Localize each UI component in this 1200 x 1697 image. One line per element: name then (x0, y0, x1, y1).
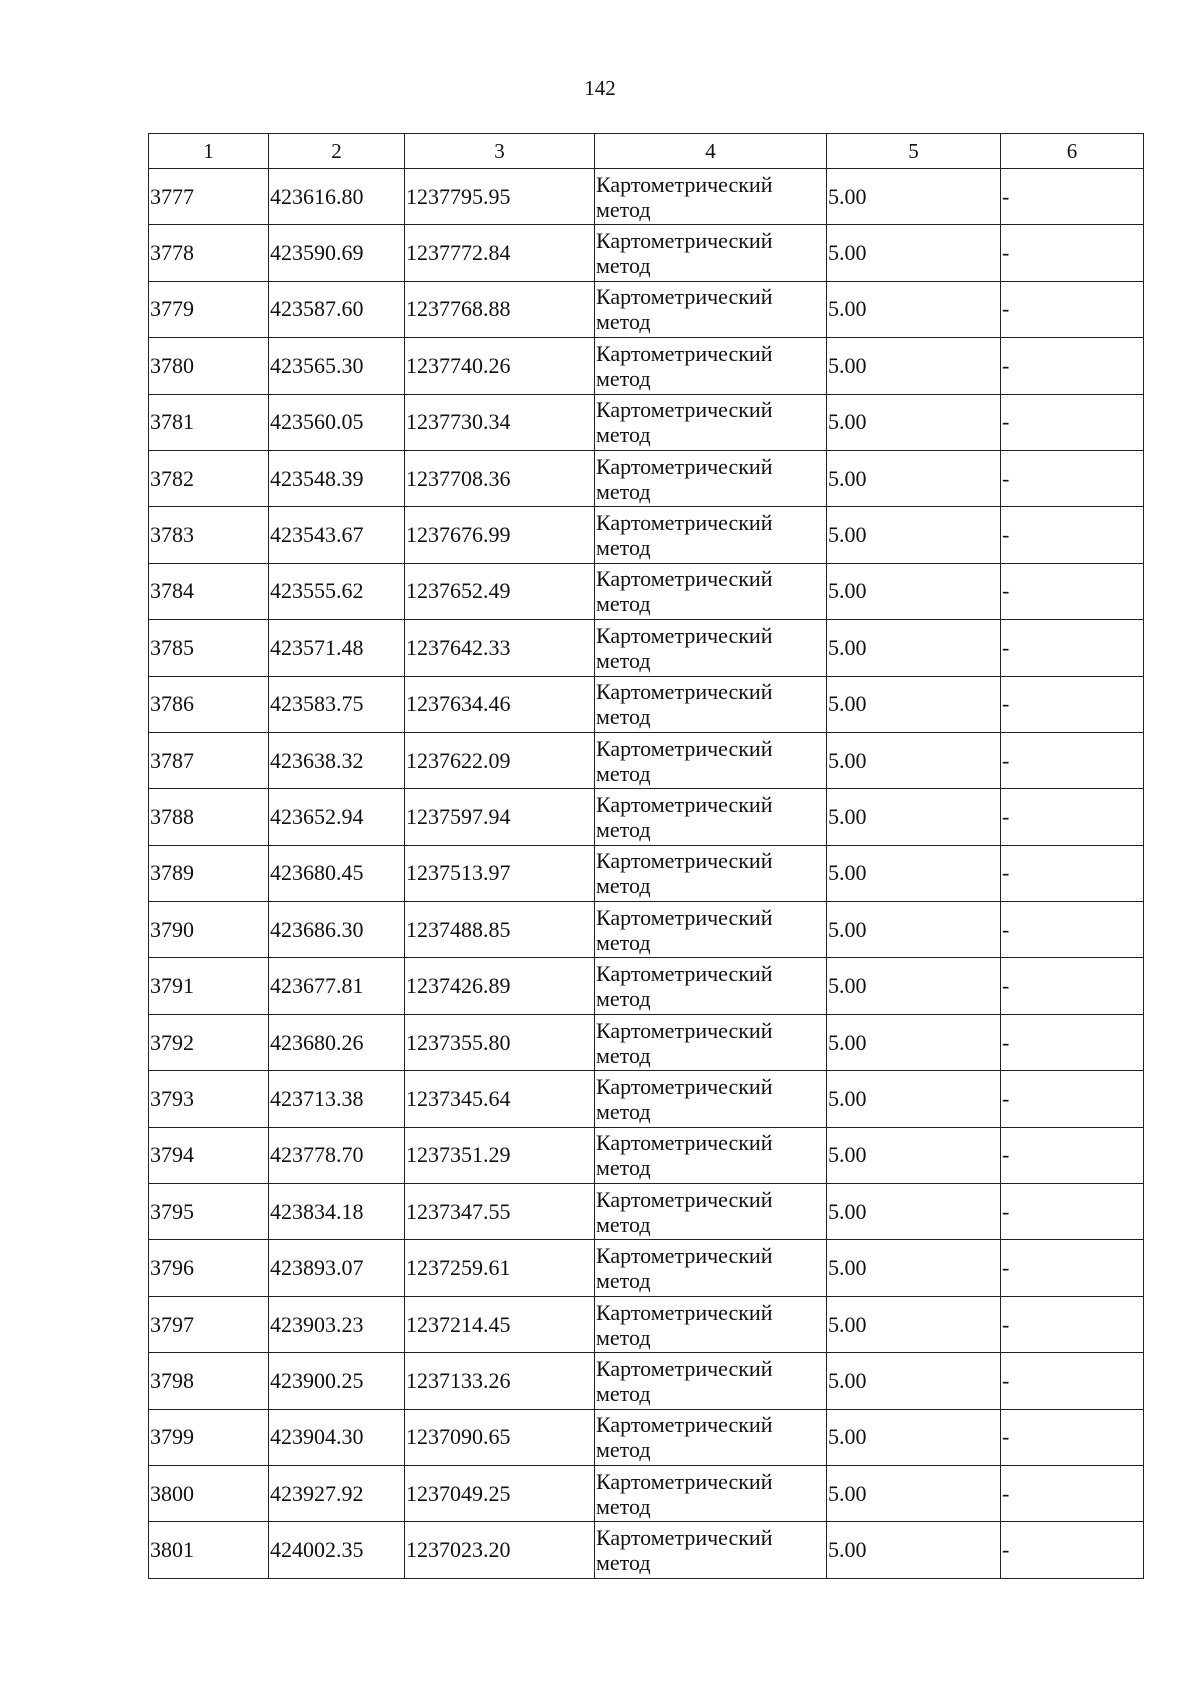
x-coordinate-cell: 423713.38 (269, 1071, 405, 1127)
method-text-line2: метод (596, 591, 651, 617)
method-text-line1: Картометрический (596, 1017, 773, 1043)
method-text-line1: Картометрический (596, 510, 773, 536)
column-header-3: 3 (405, 134, 595, 169)
accuracy-cell: 5.00 (827, 1296, 1001, 1352)
method-cell (595, 1465, 827, 1521)
note-cell: - (1001, 1296, 1144, 1352)
note-cell: - (1001, 563, 1144, 619)
table-row (149, 1296, 1144, 1352)
point-number-cell: 3784 (149, 563, 269, 619)
method-text-line2: метод (596, 873, 651, 899)
table-row (149, 1409, 1144, 1465)
x-coordinate-cell: 424002.35 (269, 1522, 405, 1578)
method-cell (595, 450, 827, 506)
point-number-cell: 3777 (149, 169, 269, 225)
accuracy-cell: 5.00 (827, 394, 1001, 450)
table-row (149, 225, 1144, 281)
note-cell: - (1001, 958, 1144, 1014)
method-text-line2: метод (596, 1155, 651, 1181)
page-number: 142 (584, 76, 616, 100)
point-number-cell: 3791 (149, 958, 269, 1014)
note-cell: - (1001, 732, 1144, 788)
method-text-line1: Картометрический (596, 1468, 773, 1494)
note-cell: - (1001, 845, 1144, 901)
method-text-line2: метод (596, 647, 651, 673)
x-coordinate-cell: 423543.67 (269, 507, 405, 563)
method-cell (595, 958, 827, 1014)
method-text-line2: метод (596, 1380, 651, 1406)
accuracy-cell: 5.00 (827, 1240, 1001, 1296)
table-row (149, 507, 1144, 563)
point-number-cell: 3800 (149, 1465, 269, 1521)
method-text-line2: метод (596, 1268, 651, 1294)
accuracy-cell: 5.00 (827, 169, 1001, 225)
point-number-cell: 3788 (149, 789, 269, 845)
method-text-line1: Картометрический (596, 1243, 773, 1269)
method-cell (595, 620, 827, 676)
method-cell (595, 1240, 827, 1296)
x-coordinate-cell: 423927.92 (269, 1465, 405, 1521)
method-cell (595, 281, 827, 337)
note-cell: - (1001, 1240, 1144, 1296)
table-row (149, 1240, 1144, 1296)
accuracy-cell: 5.00 (827, 845, 1001, 901)
method-cell (595, 169, 827, 225)
note-cell: - (1001, 1353, 1144, 1409)
x-coordinate-cell: 423638.32 (269, 732, 405, 788)
column-header-4: 4 (595, 134, 827, 169)
method-cell (595, 1353, 827, 1409)
method-text-line2: метод (596, 365, 651, 391)
method-text-line2: метод (596, 535, 651, 561)
method-text-line1: Картометрический (596, 1130, 773, 1156)
x-coordinate-cell: 423900.25 (269, 1353, 405, 1409)
method-cell (595, 1522, 827, 1578)
x-coordinate-cell: 423590.69 (269, 225, 405, 281)
table-row (149, 958, 1144, 1014)
y-coordinate-cell: 1237740.26 (405, 338, 595, 394)
point-number-cell: 3789 (149, 845, 269, 901)
method-text-line2: метод (596, 704, 651, 730)
method-cell (595, 394, 827, 450)
note-cell: - (1001, 169, 1144, 225)
x-coordinate-cell: 423560.05 (269, 394, 405, 450)
method-text-line1: Картометрический (596, 848, 773, 874)
y-coordinate-cell: 1237259.61 (405, 1240, 595, 1296)
point-number-cell: 3780 (149, 338, 269, 394)
accuracy-cell: 5.00 (827, 1127, 1001, 1183)
method-text-line1: Картометрический (596, 1412, 773, 1438)
method-cell (595, 225, 827, 281)
y-coordinate-cell: 1237768.88 (405, 281, 595, 337)
method-text-line1: Картометрический (596, 340, 773, 366)
table-row (149, 338, 1144, 394)
method-text-line2: метод (596, 478, 651, 504)
point-number-cell: 3778 (149, 225, 269, 281)
method-text-line1: Картометрический (596, 1525, 773, 1551)
method-text-line2: метод (596, 1324, 651, 1350)
method-text-line2: метод (596, 1098, 651, 1124)
y-coordinate-cell: 1237513.97 (405, 845, 595, 901)
accuracy-cell: 5.00 (827, 902, 1001, 958)
note-cell: - (1001, 1409, 1144, 1465)
method-text-line2: метод (596, 760, 651, 786)
accuracy-cell: 5.00 (827, 338, 1001, 394)
table-row (149, 1465, 1144, 1521)
x-coordinate-cell: 423686.30 (269, 902, 405, 958)
y-coordinate-cell: 1237795.95 (405, 169, 595, 225)
point-number-cell: 3792 (149, 1014, 269, 1070)
accuracy-cell: 5.00 (827, 789, 1001, 845)
accuracy-cell: 5.00 (827, 620, 1001, 676)
x-coordinate-cell: 423555.62 (269, 563, 405, 619)
table-row (149, 394, 1144, 450)
point-number-cell: 3786 (149, 676, 269, 732)
method-cell (595, 1184, 827, 1240)
method-cell (595, 902, 827, 958)
x-coordinate-cell: 423587.60 (269, 281, 405, 337)
table-row (149, 732, 1144, 788)
point-number-cell: 3781 (149, 394, 269, 450)
column-header-5: 5 (827, 134, 1001, 169)
method-cell (595, 676, 827, 732)
accuracy-cell: 5.00 (827, 1184, 1001, 1240)
table-row (149, 281, 1144, 337)
y-coordinate-cell: 1237133.26 (405, 1353, 595, 1409)
method-text-line2: метод (596, 986, 651, 1012)
x-coordinate-cell: 423548.39 (269, 450, 405, 506)
method-text-line1: Картометрический (596, 791, 773, 817)
table-row (149, 563, 1144, 619)
note-cell: - (1001, 1071, 1144, 1127)
x-coordinate-cell: 423893.07 (269, 1240, 405, 1296)
y-coordinate-cell: 1237597.94 (405, 789, 595, 845)
method-cell (595, 1071, 827, 1127)
y-coordinate-cell: 1237049.25 (405, 1465, 595, 1521)
method-cell (595, 1127, 827, 1183)
point-number-cell: 3783 (149, 507, 269, 563)
accuracy-cell: 5.00 (827, 1409, 1001, 1465)
note-cell: - (1001, 394, 1144, 450)
method-text-line2: метод (596, 309, 651, 335)
method-text-line2: метод (596, 1211, 651, 1237)
header-row (149, 134, 1144, 169)
table-row (149, 1353, 1144, 1409)
column-header-2: 2 (269, 134, 405, 169)
x-coordinate-cell: 423583.75 (269, 676, 405, 732)
accuracy-cell: 5.00 (827, 958, 1001, 1014)
column-header-6: 6 (1001, 134, 1144, 169)
x-coordinate-cell: 423652.94 (269, 789, 405, 845)
point-number-cell: 3801 (149, 1522, 269, 1578)
method-text-line2: метод (596, 816, 651, 842)
method-text-line1: Картометрический (596, 735, 773, 761)
method-cell (595, 1014, 827, 1070)
x-coordinate-cell: 423834.18 (269, 1184, 405, 1240)
point-number-cell: 3795 (149, 1184, 269, 1240)
method-text-line2: метод (596, 253, 651, 279)
table-row (149, 169, 1144, 225)
table-row (149, 1071, 1144, 1127)
point-number-cell: 3790 (149, 902, 269, 958)
y-coordinate-cell: 1237676.99 (405, 507, 595, 563)
note-cell: - (1001, 1014, 1144, 1070)
method-text-line2: метод (596, 1493, 651, 1519)
method-cell (595, 732, 827, 788)
table-row (149, 902, 1144, 958)
table-row (149, 676, 1144, 732)
point-number-cell: 3797 (149, 1296, 269, 1352)
point-number-cell: 3785 (149, 620, 269, 676)
method-text-line1: Картометрический (596, 566, 773, 592)
method-text-line2: метод (596, 1042, 651, 1068)
point-number-cell: 3799 (149, 1409, 269, 1465)
accuracy-cell: 5.00 (827, 1353, 1001, 1409)
method-cell (595, 789, 827, 845)
accuracy-cell: 5.00 (827, 225, 1001, 281)
method-cell (595, 1409, 827, 1465)
table-row (149, 789, 1144, 845)
y-coordinate-cell: 1237622.09 (405, 732, 595, 788)
y-coordinate-cell: 1237347.55 (405, 1184, 595, 1240)
method-text-line1: Картометрический (596, 171, 773, 197)
method-cell (595, 338, 827, 394)
x-coordinate-cell: 423904.30 (269, 1409, 405, 1465)
method-text-line1: Картометрический (596, 679, 773, 705)
x-coordinate-cell: 423680.45 (269, 845, 405, 901)
accuracy-cell: 5.00 (827, 1522, 1001, 1578)
accuracy-cell: 5.00 (827, 676, 1001, 732)
accuracy-cell: 5.00 (827, 450, 1001, 506)
method-text-line1: Картометрический (596, 904, 773, 930)
accuracy-cell: 5.00 (827, 281, 1001, 337)
point-number-cell: 3793 (149, 1071, 269, 1127)
y-coordinate-cell: 1237652.49 (405, 563, 595, 619)
method-cell (595, 563, 827, 619)
x-coordinate-cell: 423565.30 (269, 338, 405, 394)
method-text-line1: Картометрический (596, 1186, 773, 1212)
note-cell: - (1001, 225, 1144, 281)
note-cell: - (1001, 1127, 1144, 1183)
point-number-cell: 3779 (149, 281, 269, 337)
method-text-line2: метод (596, 1437, 651, 1463)
point-number-cell: 3787 (149, 732, 269, 788)
method-text-line1: Картометрический (596, 284, 773, 310)
table-row (149, 1014, 1144, 1070)
note-cell: - (1001, 902, 1144, 958)
table-row (149, 1184, 1144, 1240)
point-number-cell: 3798 (149, 1353, 269, 1409)
note-cell: - (1001, 789, 1144, 845)
method-text-line1: Картометрический (596, 1299, 773, 1325)
method-cell (595, 845, 827, 901)
method-text-line2: метод (596, 1550, 651, 1576)
coordinates-table (148, 133, 1144, 1579)
table-row (149, 1522, 1144, 1578)
method-text-line1: Картометрический (596, 1355, 773, 1381)
point-number-cell: 3796 (149, 1240, 269, 1296)
note-cell: - (1001, 1184, 1144, 1240)
method-text-line2: метод (596, 196, 651, 222)
accuracy-cell: 5.00 (827, 1465, 1001, 1521)
note-cell: - (1001, 450, 1144, 506)
y-coordinate-cell: 1237355.80 (405, 1014, 595, 1070)
note-cell: - (1001, 507, 1144, 563)
x-coordinate-cell: 423571.48 (269, 620, 405, 676)
method-cell (595, 1296, 827, 1352)
method-text-line1: Картометрический (596, 453, 773, 479)
table-row (149, 450, 1144, 506)
x-coordinate-cell: 423778.70 (269, 1127, 405, 1183)
y-coordinate-cell: 1237023.20 (405, 1522, 595, 1578)
table-body (149, 169, 1144, 1579)
x-coordinate-cell: 423680.26 (269, 1014, 405, 1070)
y-coordinate-cell: 1237351.29 (405, 1127, 595, 1183)
method-text-line1: Картометрический (596, 622, 773, 648)
method-text-line2: метод (596, 422, 651, 448)
method-text-line1: Картометрический (596, 1073, 773, 1099)
note-cell: - (1001, 281, 1144, 337)
y-coordinate-cell: 1237214.45 (405, 1296, 595, 1352)
note-cell: - (1001, 1465, 1144, 1521)
method-text-line1: Картометрический (596, 228, 773, 254)
x-coordinate-cell: 423903.23 (269, 1296, 405, 1352)
column-header-1: 1 (149, 134, 269, 169)
table-header (149, 134, 1144, 169)
y-coordinate-cell: 1237708.36 (405, 450, 595, 506)
accuracy-cell: 5.00 (827, 1071, 1001, 1127)
y-coordinate-cell: 1237488.85 (405, 902, 595, 958)
y-coordinate-cell: 1237634.46 (405, 676, 595, 732)
x-coordinate-cell: 423616.80 (269, 169, 405, 225)
method-cell (595, 507, 827, 563)
note-cell: - (1001, 620, 1144, 676)
y-coordinate-cell: 1237730.34 (405, 394, 595, 450)
note-cell: - (1001, 676, 1144, 732)
x-coordinate-cell: 423677.81 (269, 958, 405, 1014)
y-coordinate-cell: 1237345.64 (405, 1071, 595, 1127)
y-coordinate-cell: 1237090.65 (405, 1409, 595, 1465)
point-number-cell: 3794 (149, 1127, 269, 1183)
method-text-line1: Картометрический (596, 397, 773, 423)
accuracy-cell: 5.00 (827, 563, 1001, 619)
method-text-line1: Картометрический (596, 961, 773, 987)
accuracy-cell: 5.00 (827, 507, 1001, 563)
y-coordinate-cell: 1237642.33 (405, 620, 595, 676)
y-coordinate-cell: 1237426.89 (405, 958, 595, 1014)
accuracy-cell: 5.00 (827, 1014, 1001, 1070)
y-coordinate-cell: 1237772.84 (405, 225, 595, 281)
accuracy-cell: 5.00 (827, 732, 1001, 788)
table-row (149, 845, 1144, 901)
table-row (149, 1127, 1144, 1183)
table-row (149, 620, 1144, 676)
point-number-cell: 3782 (149, 450, 269, 506)
note-cell: - (1001, 338, 1144, 394)
note-cell: - (1001, 1522, 1144, 1578)
method-text-line2: метод (596, 929, 651, 955)
